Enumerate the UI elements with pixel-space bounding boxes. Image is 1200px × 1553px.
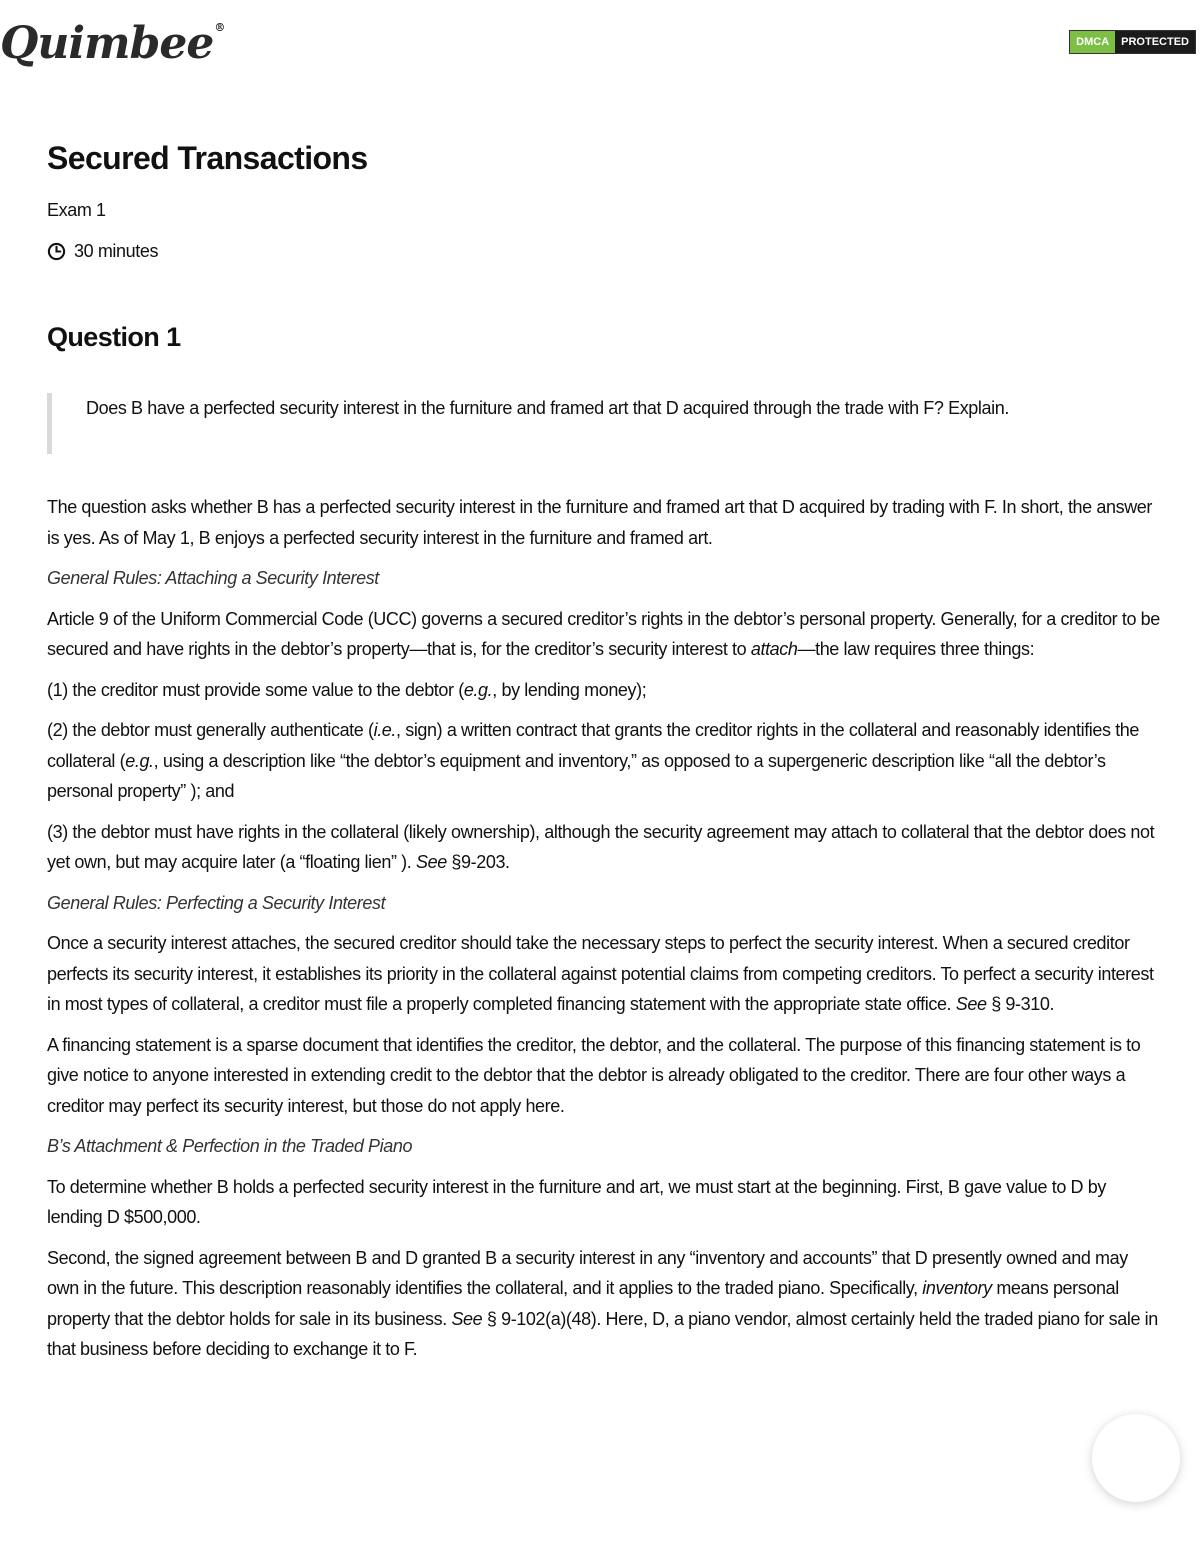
question-prompt: Does B have a perfected security interest in the furniture and framed art that D acquired through the trade with F? Explain. [47, 393, 1162, 454]
answer-paragraph: Second, the signed agreement between B and D granted B a security interest in any “inventory and accounts” that D presently owned and may own in the future. This description reasonably identifies the collateral, and it applies to the traded piano. Specifically, inventory means personal property that the debtor holds for sale in its business. See § 9-102(a)(48). Here, D, a piano vendor, almost certainly held the traded piano for sale in that business before deciding to exchange it to F. [47, 1247, 1158, 1359]
answer-paragraph: To determine whether B holds a perfected security interest in the furniture and art, we must start at the beginning. First, B gave value to D by lending D $500,000. [47, 1176, 1106, 1227]
question-heading: Question 1 [47, 322, 181, 352]
exam-title: Secured Transactions [47, 140, 368, 176]
exam-duration [47, 239, 1162, 263]
dmca-badge-left: DMCA [1070, 31, 1115, 53]
floating-action-button[interactable] [1092, 1414, 1180, 1502]
answer-paragraph: (1) the creditor must provide some value to the debtor (e.g., by lending money); [47, 679, 647, 700]
exam-content [47, 138, 1162, 1365]
answer-paragraph: A financing statement is a sparse document that identifies the creditor, the debtor, and the collateral. The purpose of this financing statement is to give notice to anyone interested in extending credit to the debtor that the debtor is already obligated to the creditor. There are four other ways a creditor may perfect its security interest, but those do not apply here. [47, 1034, 1141, 1116]
answer-paragraph: Article 9 of the Uniform Commercial Code (UCC) governs a secured creditor’s rights in the debtor’s personal property. Generally, for a creditor to be secured and have rights in the debtor’s property—that is, for the creditor’s security interest to attach—the law requires three things: [47, 608, 1160, 659]
logo-text: Quimbee [0, 18, 214, 69]
registered-mark: ® [214, 21, 225, 34]
quimbee-logo[interactable] [0, 18, 225, 69]
answer-paragraph: (3) the debtor must have rights in the collateral (likely ownership), although the security agreement may attach to collateral that the debtor does not yet own, but may acquire later (a “floating lien” ). See §9-203. [47, 821, 1155, 872]
exam-subtitle: Exam 1 [47, 200, 106, 220]
section-heading: General Rules: Attaching a Security Interest [47, 568, 379, 588]
dmca-badge[interactable] [1069, 30, 1196, 54]
section-heading: B’s Attachment & Perfection in the Traded Piano [47, 1136, 413, 1156]
duration-text: 30 minutes [74, 241, 159, 261]
answer-paragraph: (2) the debtor must generally authenticate (i.e., sign) a written contract that grants the creditor rights in the collateral and reasonably identifies the collateral (e.g., using a description like “the debtor’s equipment and inventory,” as opposed to a supergeneric description like “all the debtor’s personal property” ); and [47, 720, 1140, 801]
section-heading: General Rules: Perfecting a Security Interest [47, 892, 386, 913]
clock-icon [47, 242, 66, 261]
dmca-badge-right: PROTECTED [1115, 31, 1195, 53]
answer-paragraph: The question asks whether B has a perfected security interest in the furniture and framed art that D acquired by trading with F. In short, the answer is yes. As of May 1, B enjoys a perfected security interest in the furniture and framed art. [47, 497, 1153, 548]
answer-paragraph: Once a security interest attaches, the secured creditor should take the necessary steps to perfect the security interest. When a secured creditor perfects its security interest, it establishes its priority in the collateral against potential claims from competing creditors. To perfect a security interest in most types of collateral, a creditor must file a properly completed financing statement with the appropriate state office. See § 9-310. [47, 933, 1154, 1014]
